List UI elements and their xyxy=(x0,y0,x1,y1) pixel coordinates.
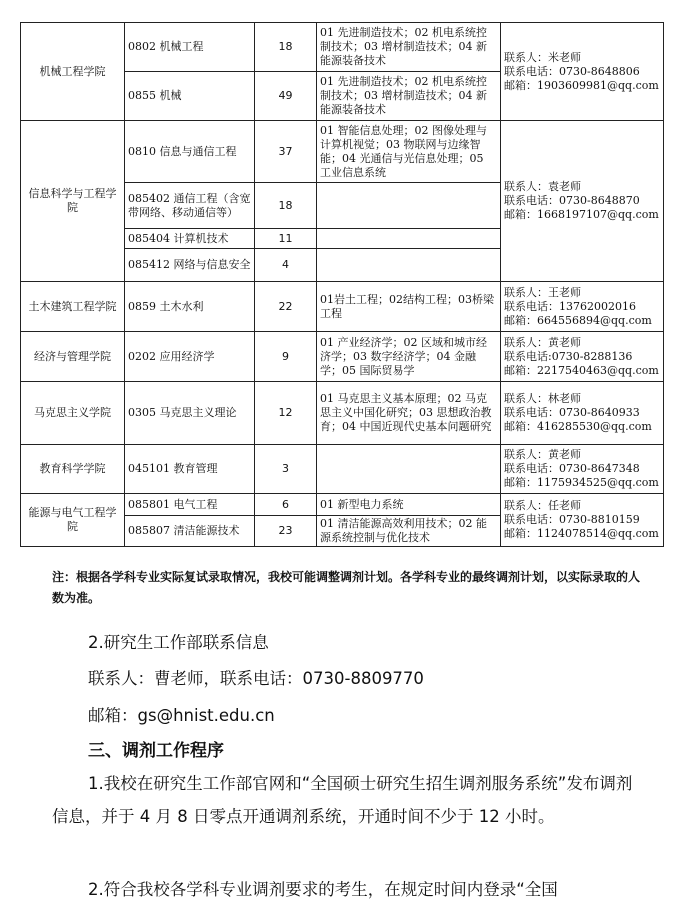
major-code-name: 0810 信息与通信工程 xyxy=(125,121,255,183)
contact-email: 邮箱：2217540463@qq.com xyxy=(504,363,659,377)
contact-email: 邮箱：1124078514@qq.com xyxy=(504,527,659,540)
college-name: 能源与电气工程学院 xyxy=(21,494,125,547)
college-contact xyxy=(501,382,664,445)
research-directions: 01 新型电力系统 xyxy=(317,494,501,516)
major-code-name: 0859 土木水利 xyxy=(125,282,255,332)
research-directions: 01岩土工程；02结构工程；03桥梁工程 xyxy=(317,282,501,332)
contact-email: 邮箱：416285530@qq.com xyxy=(504,420,652,433)
research-directions xyxy=(317,229,501,249)
college-name: 土木建筑工程学院 xyxy=(21,282,125,332)
contact-email: 邮箱：1903609981@qq.com xyxy=(504,78,659,92)
contact-phone: 联系电话：0730-8810159 xyxy=(504,513,640,526)
college-name: 机械工程学院 xyxy=(21,23,125,121)
research-directions: 01 智能信息处理；02 图像处理与计算机视觉；03 物联网与边缘智能；04 光通信与光信息处理；05 工业信息系统 xyxy=(317,121,501,183)
college-name: 马克思主义学院 xyxy=(21,382,125,445)
contact-email: 邮箱：664556894@qq.com xyxy=(504,313,652,327)
contact-email: 邮箱：1668197107@qq.com xyxy=(504,208,659,221)
section2-title: 2.研究生工作部联系信息 xyxy=(88,633,269,652)
table-row xyxy=(21,282,664,332)
contact-phone: 联系电话：0730-8648870 xyxy=(504,194,640,207)
adjust-count: 9 xyxy=(255,332,317,382)
adjust-count: 4 xyxy=(255,249,317,282)
adjust-count: 6 xyxy=(255,494,317,516)
adjust-count: 37 xyxy=(255,121,317,183)
major-code-name: 0305 马克思主义理论 xyxy=(125,382,255,445)
section3-heading: 三、调剂工作程序 xyxy=(88,741,224,761)
major-code-name: 085412 网络与信息安全 xyxy=(125,249,255,282)
contact-email: 邮箱：1175934525@qq.com xyxy=(504,476,659,489)
research-directions: 01 产业经济学；02 区域和城市经济学；03 数字经济学；04 金融学；05 国际贸易学 xyxy=(317,332,501,382)
major-code-name: 045101 教育管理 xyxy=(125,445,255,494)
major-code-name: 085807 清洁能源技术 xyxy=(125,516,255,547)
contact-phone: 联系电话：0730-8640933 xyxy=(504,406,640,419)
contact-person: 联系人：黄老师 xyxy=(504,448,581,461)
adjust-count: 49 xyxy=(255,72,317,121)
contact-phone: 联系电话:0730-8288136 xyxy=(504,349,633,363)
table-row xyxy=(21,332,664,382)
major-code-name: 085404 计算机技术 xyxy=(125,229,255,249)
table-row xyxy=(21,23,664,72)
major-code-name: 085801 电气工程 xyxy=(125,494,255,516)
contact-person: 联系人：任老师 xyxy=(504,499,581,512)
contact-person: 联系人：林老师 xyxy=(504,392,581,405)
college-name: 教育科学学院 xyxy=(21,445,125,494)
research-directions xyxy=(317,445,501,494)
college-contact xyxy=(501,282,664,332)
contact-phone: 联系电话：0730-8647348 xyxy=(504,462,640,475)
college-contact xyxy=(501,445,664,494)
major-code-name: 0802 机械工程 xyxy=(125,23,255,72)
table-note: 注：根据各学科专业实际复试录取情况，我校可能调整调剂计划。各学科专业的最终调剂计划，以实际录取的人数为准。 xyxy=(52,570,641,605)
contact-phone: 联系电话：13762002016 xyxy=(504,299,636,313)
college-name: 经济与管理学院 xyxy=(21,332,125,382)
college-name: 信息科学与工程学院 xyxy=(21,121,125,282)
research-directions: 01 清洁能源高效利用技术；02 能源系统控制与优化技术 xyxy=(317,516,501,547)
contact-person: 联系人：袁老师 xyxy=(504,180,581,193)
adjust-count: 22 xyxy=(255,282,317,332)
table-row xyxy=(21,494,664,516)
adjust-count: 11 xyxy=(255,229,317,249)
college-contact xyxy=(501,332,664,382)
contact-phone: 联系电话：0730-8648806 xyxy=(504,64,640,78)
college-contact xyxy=(501,494,664,547)
research-directions: 01 马克思主义基本原理；02 马克思主义中国化研究；03 思想政治教育；04 中国近现代史基本问题研究 xyxy=(317,382,501,445)
contact-person: 联系人：米老师 xyxy=(504,50,581,64)
adjust-count: 18 xyxy=(255,23,317,72)
section2-email: 邮箱：gs@hnist.edu.cn xyxy=(88,706,275,725)
table-row xyxy=(21,382,664,445)
adjust-count: 18 xyxy=(255,183,317,229)
research-directions: 01 先进制造技术；02 机电系统控制技术；03 增材制造技术；04 新能源装备技术 xyxy=(317,23,501,72)
adjust-count: 3 xyxy=(255,445,317,494)
research-directions: 01 先进制造技术；02 机电系统控制技术；03 增材制造技术；04 新能源装备技术 xyxy=(317,72,501,121)
contact-person: 联系人：黄老师 xyxy=(504,335,581,349)
adjustment-plan-table xyxy=(20,22,664,547)
college-contact xyxy=(501,23,664,121)
research-directions xyxy=(317,183,501,229)
research-directions xyxy=(317,249,501,282)
section2-contact: 联系人：曹老师，联系电话：0730-8809770 xyxy=(88,669,424,688)
college-contact xyxy=(501,121,664,282)
table-row xyxy=(21,121,664,183)
procedure-paragraph-1: 1.我校在研究生工作部官网和“全国硕士研究生招生调剂服务系统”发布调剂信息，并于 4 月 8 日零点开通调剂系统，开通时间不少于 12 小时。 xyxy=(52,774,633,826)
table-row xyxy=(21,445,664,494)
major-code-name: 0202 应用经济学 xyxy=(125,332,255,382)
procedure-paragraph-2: 2.符合我校各学科专业调剂要求的考生，在规定时间内登录“全国 xyxy=(88,880,558,899)
major-code-name: 0855 机械 xyxy=(125,72,255,121)
adjust-count: 12 xyxy=(255,382,317,445)
contact-person: 联系人：王老师 xyxy=(504,285,581,299)
adjust-count: 23 xyxy=(255,516,317,547)
major-code-name: 085402 通信工程（含宽带网络、移动通信等） xyxy=(125,183,255,229)
